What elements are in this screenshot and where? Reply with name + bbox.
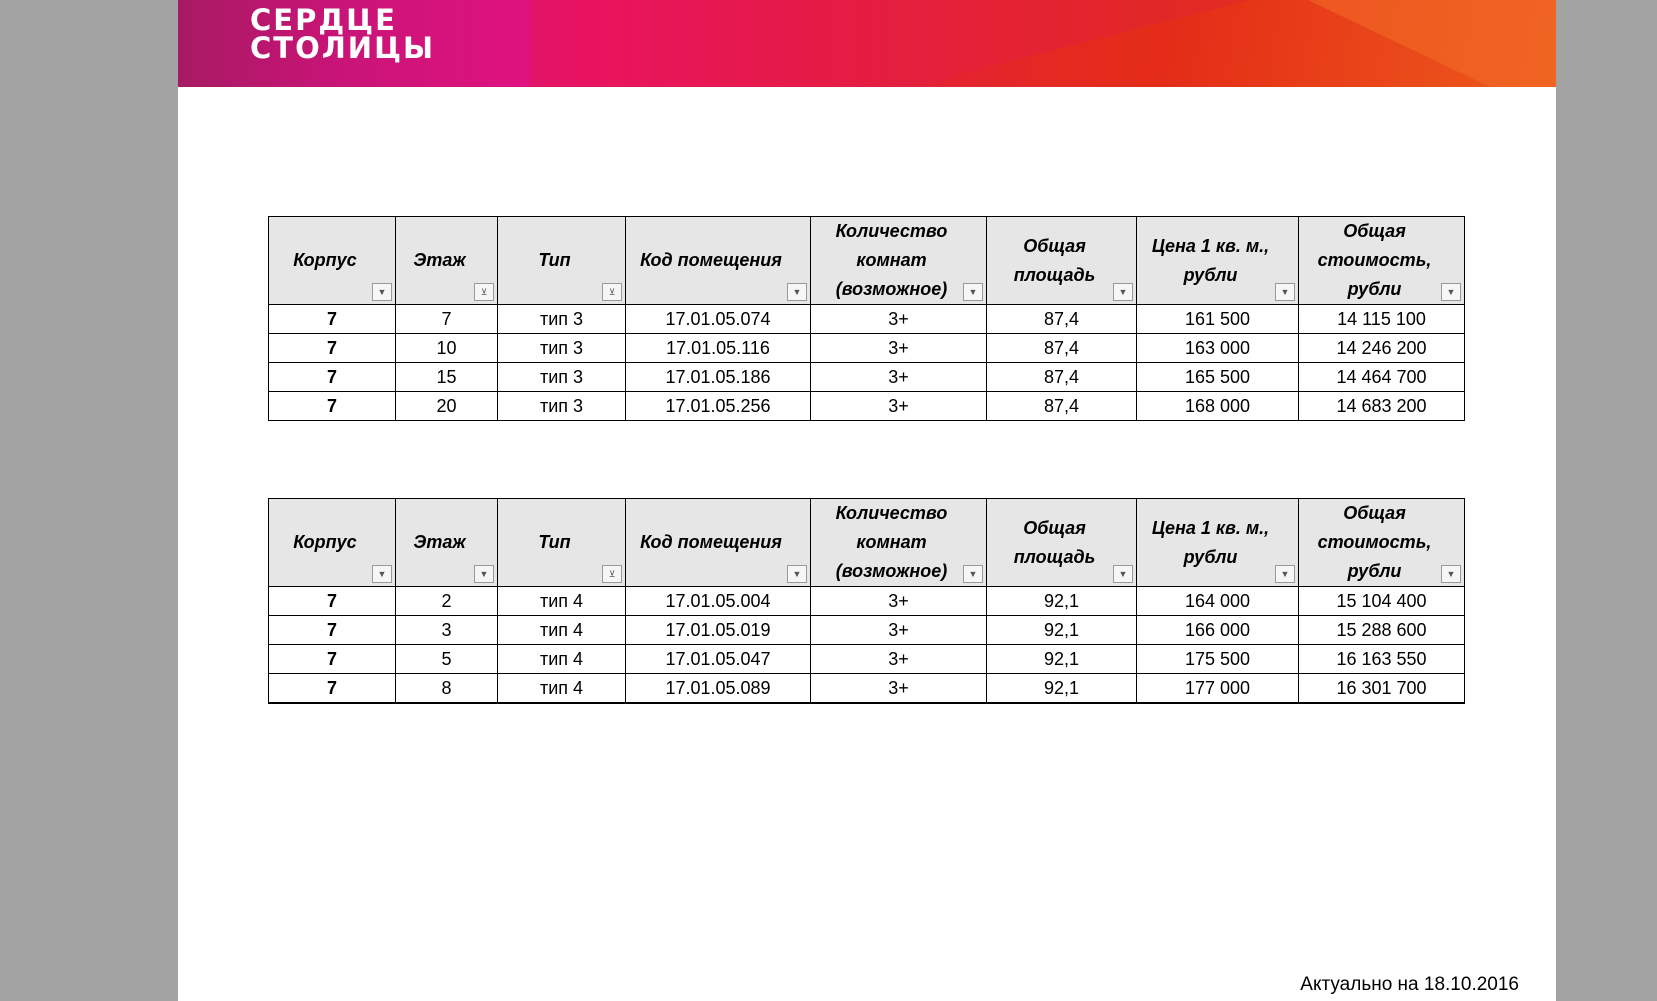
cell-unit-code: 17.01.05.256 xyxy=(626,392,811,421)
logo-line-2: СТОЛИЦЫ xyxy=(250,31,436,65)
col-header-price-sqm: Цена 1 кв. м., рубли ▼ xyxy=(1137,217,1299,305)
cell-korpus: 7 xyxy=(269,616,396,645)
cell-korpus: 7 xyxy=(269,363,396,392)
cell-korpus: 7 xyxy=(269,305,396,334)
cell-total-price: 15 104 400 xyxy=(1299,587,1465,616)
cell-rooms: 3+ xyxy=(811,587,987,616)
cell-total-price: 14 683 200 xyxy=(1299,392,1465,421)
cell-total-price: 16 163 550 xyxy=(1299,645,1465,674)
document-page xyxy=(178,0,1556,1001)
cell-area: 92,1 xyxy=(987,616,1137,645)
table-row xyxy=(269,363,1465,392)
cell-type: тип 4 xyxy=(498,645,626,674)
logo-line-1: СЕРДЦЕ xyxy=(250,3,397,37)
col-header-floor: Этаж ⊻ xyxy=(396,217,498,305)
col-header-total-price: Общая стоимость, рубли ▼ xyxy=(1299,499,1465,587)
filter-active-icon[interactable]: ⊻ xyxy=(474,283,494,301)
table-row xyxy=(269,674,1465,704)
cell-type: тип 4 xyxy=(498,587,626,616)
filter-dropdown-icon[interactable]: ▼ xyxy=(1441,283,1461,301)
cell-price-sqm: 166 000 xyxy=(1137,616,1299,645)
table-header-row xyxy=(269,217,1465,305)
cell-type: тип 3 xyxy=(498,305,626,334)
header-banner xyxy=(178,0,1556,87)
cell-area: 87,4 xyxy=(987,363,1137,392)
cell-floor: 2 xyxy=(396,587,498,616)
table-header-row xyxy=(269,499,1465,587)
actuality-date: Актуально на 18.10.2016 xyxy=(1300,974,1519,995)
col-header-price-sqm: Цена 1 кв. м., рубли ▼ xyxy=(1137,499,1299,587)
cell-unit-code: 17.01.05.186 xyxy=(626,363,811,392)
cell-rooms: 3+ xyxy=(811,363,987,392)
filter-dropdown-icon[interactable]: ▼ xyxy=(1113,565,1133,583)
cell-rooms: 3+ xyxy=(811,305,987,334)
col-header-korpus: Корпус ▼ xyxy=(269,217,396,305)
filter-dropdown-icon[interactable]: ▼ xyxy=(372,283,392,301)
cell-floor: 10 xyxy=(396,334,498,363)
col-header-floor: Этаж ▼ xyxy=(396,499,498,587)
cell-price-sqm: 175 500 xyxy=(1137,645,1299,674)
cell-type: тип 3 xyxy=(498,392,626,421)
cell-unit-code: 17.01.05.089 xyxy=(626,674,811,704)
col-header-total-price: Общая стоимость, рубли ▼ xyxy=(1299,217,1465,305)
cell-area: 87,4 xyxy=(987,392,1137,421)
filter-active-icon[interactable]: ⊻ xyxy=(602,283,622,301)
cell-rooms: 3+ xyxy=(811,616,987,645)
cell-korpus: 7 xyxy=(269,392,396,421)
table-row xyxy=(269,392,1465,421)
col-header-rooms: Количество комнат (возможное) ▼ xyxy=(811,499,987,587)
cell-unit-code: 17.01.05.074 xyxy=(626,305,811,334)
col-header-korpus: Корпус ▼ xyxy=(269,499,396,587)
cell-area: 92,1 xyxy=(987,674,1137,704)
cell-unit-code: 17.01.05.019 xyxy=(626,616,811,645)
filter-dropdown-icon[interactable]: ▼ xyxy=(474,565,494,583)
cell-price-sqm: 177 000 xyxy=(1137,674,1299,704)
cell-rooms: 3+ xyxy=(811,645,987,674)
cell-price-sqm: 168 000 xyxy=(1137,392,1299,421)
cell-korpus: 7 xyxy=(269,587,396,616)
cell-total-price: 15 288 600 xyxy=(1299,616,1465,645)
cell-korpus: 7 xyxy=(269,645,396,674)
cell-rooms: 3+ xyxy=(811,674,987,704)
filter-dropdown-icon[interactable]: ▼ xyxy=(787,283,807,301)
col-header-unit-code: Код помещения ▼ xyxy=(626,217,811,305)
apartments-table-1 xyxy=(268,216,1465,421)
cell-floor: 15 xyxy=(396,363,498,392)
cell-floor: 20 xyxy=(396,392,498,421)
cell-unit-code: 17.01.05.116 xyxy=(626,334,811,363)
cell-type: тип 4 xyxy=(498,674,626,704)
cell-type: тип 3 xyxy=(498,334,626,363)
cell-price-sqm: 163 000 xyxy=(1137,334,1299,363)
cell-area: 87,4 xyxy=(987,305,1137,334)
cell-area: 92,1 xyxy=(987,645,1137,674)
cell-korpus: 7 xyxy=(269,334,396,363)
table-row xyxy=(269,305,1465,334)
filter-dropdown-icon[interactable]: ▼ xyxy=(1275,283,1295,301)
cell-total-price: 16 301 700 xyxy=(1299,674,1465,704)
cell-area: 92,1 xyxy=(987,587,1137,616)
filter-dropdown-icon[interactable]: ▼ xyxy=(963,565,983,583)
brand-logo xyxy=(250,3,436,65)
apartments-table-2 xyxy=(268,498,1465,704)
cell-floor: 3 xyxy=(396,616,498,645)
cell-price-sqm: 161 500 xyxy=(1137,305,1299,334)
filter-dropdown-icon[interactable]: ▼ xyxy=(787,565,807,583)
table-row xyxy=(269,616,1465,645)
filter-dropdown-icon[interactable]: ▼ xyxy=(372,565,392,583)
cell-price-sqm: 165 500 xyxy=(1137,363,1299,392)
cell-korpus: 7 xyxy=(269,674,396,704)
cell-unit-code: 17.01.05.004 xyxy=(626,587,811,616)
filter-dropdown-icon[interactable]: ▼ xyxy=(1441,565,1461,583)
filter-dropdown-icon[interactable]: ▼ xyxy=(1113,283,1133,301)
cell-floor: 8 xyxy=(396,674,498,704)
filter-dropdown-icon[interactable]: ▼ xyxy=(963,283,983,301)
filter-dropdown-icon[interactable]: ▼ xyxy=(1275,565,1295,583)
cell-total-price: 14 115 100 xyxy=(1299,305,1465,334)
col-header-area: Общая площадь ▼ xyxy=(987,217,1137,305)
col-header-type: Тип ⊻ xyxy=(498,217,626,305)
col-header-area: Общая площадь ▼ xyxy=(987,499,1137,587)
filter-active-icon[interactable]: ⊻ xyxy=(602,565,622,583)
cell-total-price: 14 246 200 xyxy=(1299,334,1465,363)
table-row xyxy=(269,587,1465,616)
cell-floor: 7 xyxy=(396,305,498,334)
col-header-unit-code: Код помещения ▼ xyxy=(626,499,811,587)
cell-unit-code: 17.01.05.047 xyxy=(626,645,811,674)
cell-type: тип 4 xyxy=(498,616,626,645)
cell-rooms: 3+ xyxy=(811,392,987,421)
cell-total-price: 14 464 700 xyxy=(1299,363,1465,392)
cell-floor: 5 xyxy=(396,645,498,674)
cell-type: тип 3 xyxy=(498,363,626,392)
table-row xyxy=(269,645,1465,674)
table-row xyxy=(269,334,1465,363)
cell-rooms: 3+ xyxy=(811,334,987,363)
cell-area: 87,4 xyxy=(987,334,1137,363)
cell-price-sqm: 164 000 xyxy=(1137,587,1299,616)
col-header-type: Тип ⊻ xyxy=(498,499,626,587)
col-header-rooms: Количество комнат (возможное) ▼ xyxy=(811,217,987,305)
